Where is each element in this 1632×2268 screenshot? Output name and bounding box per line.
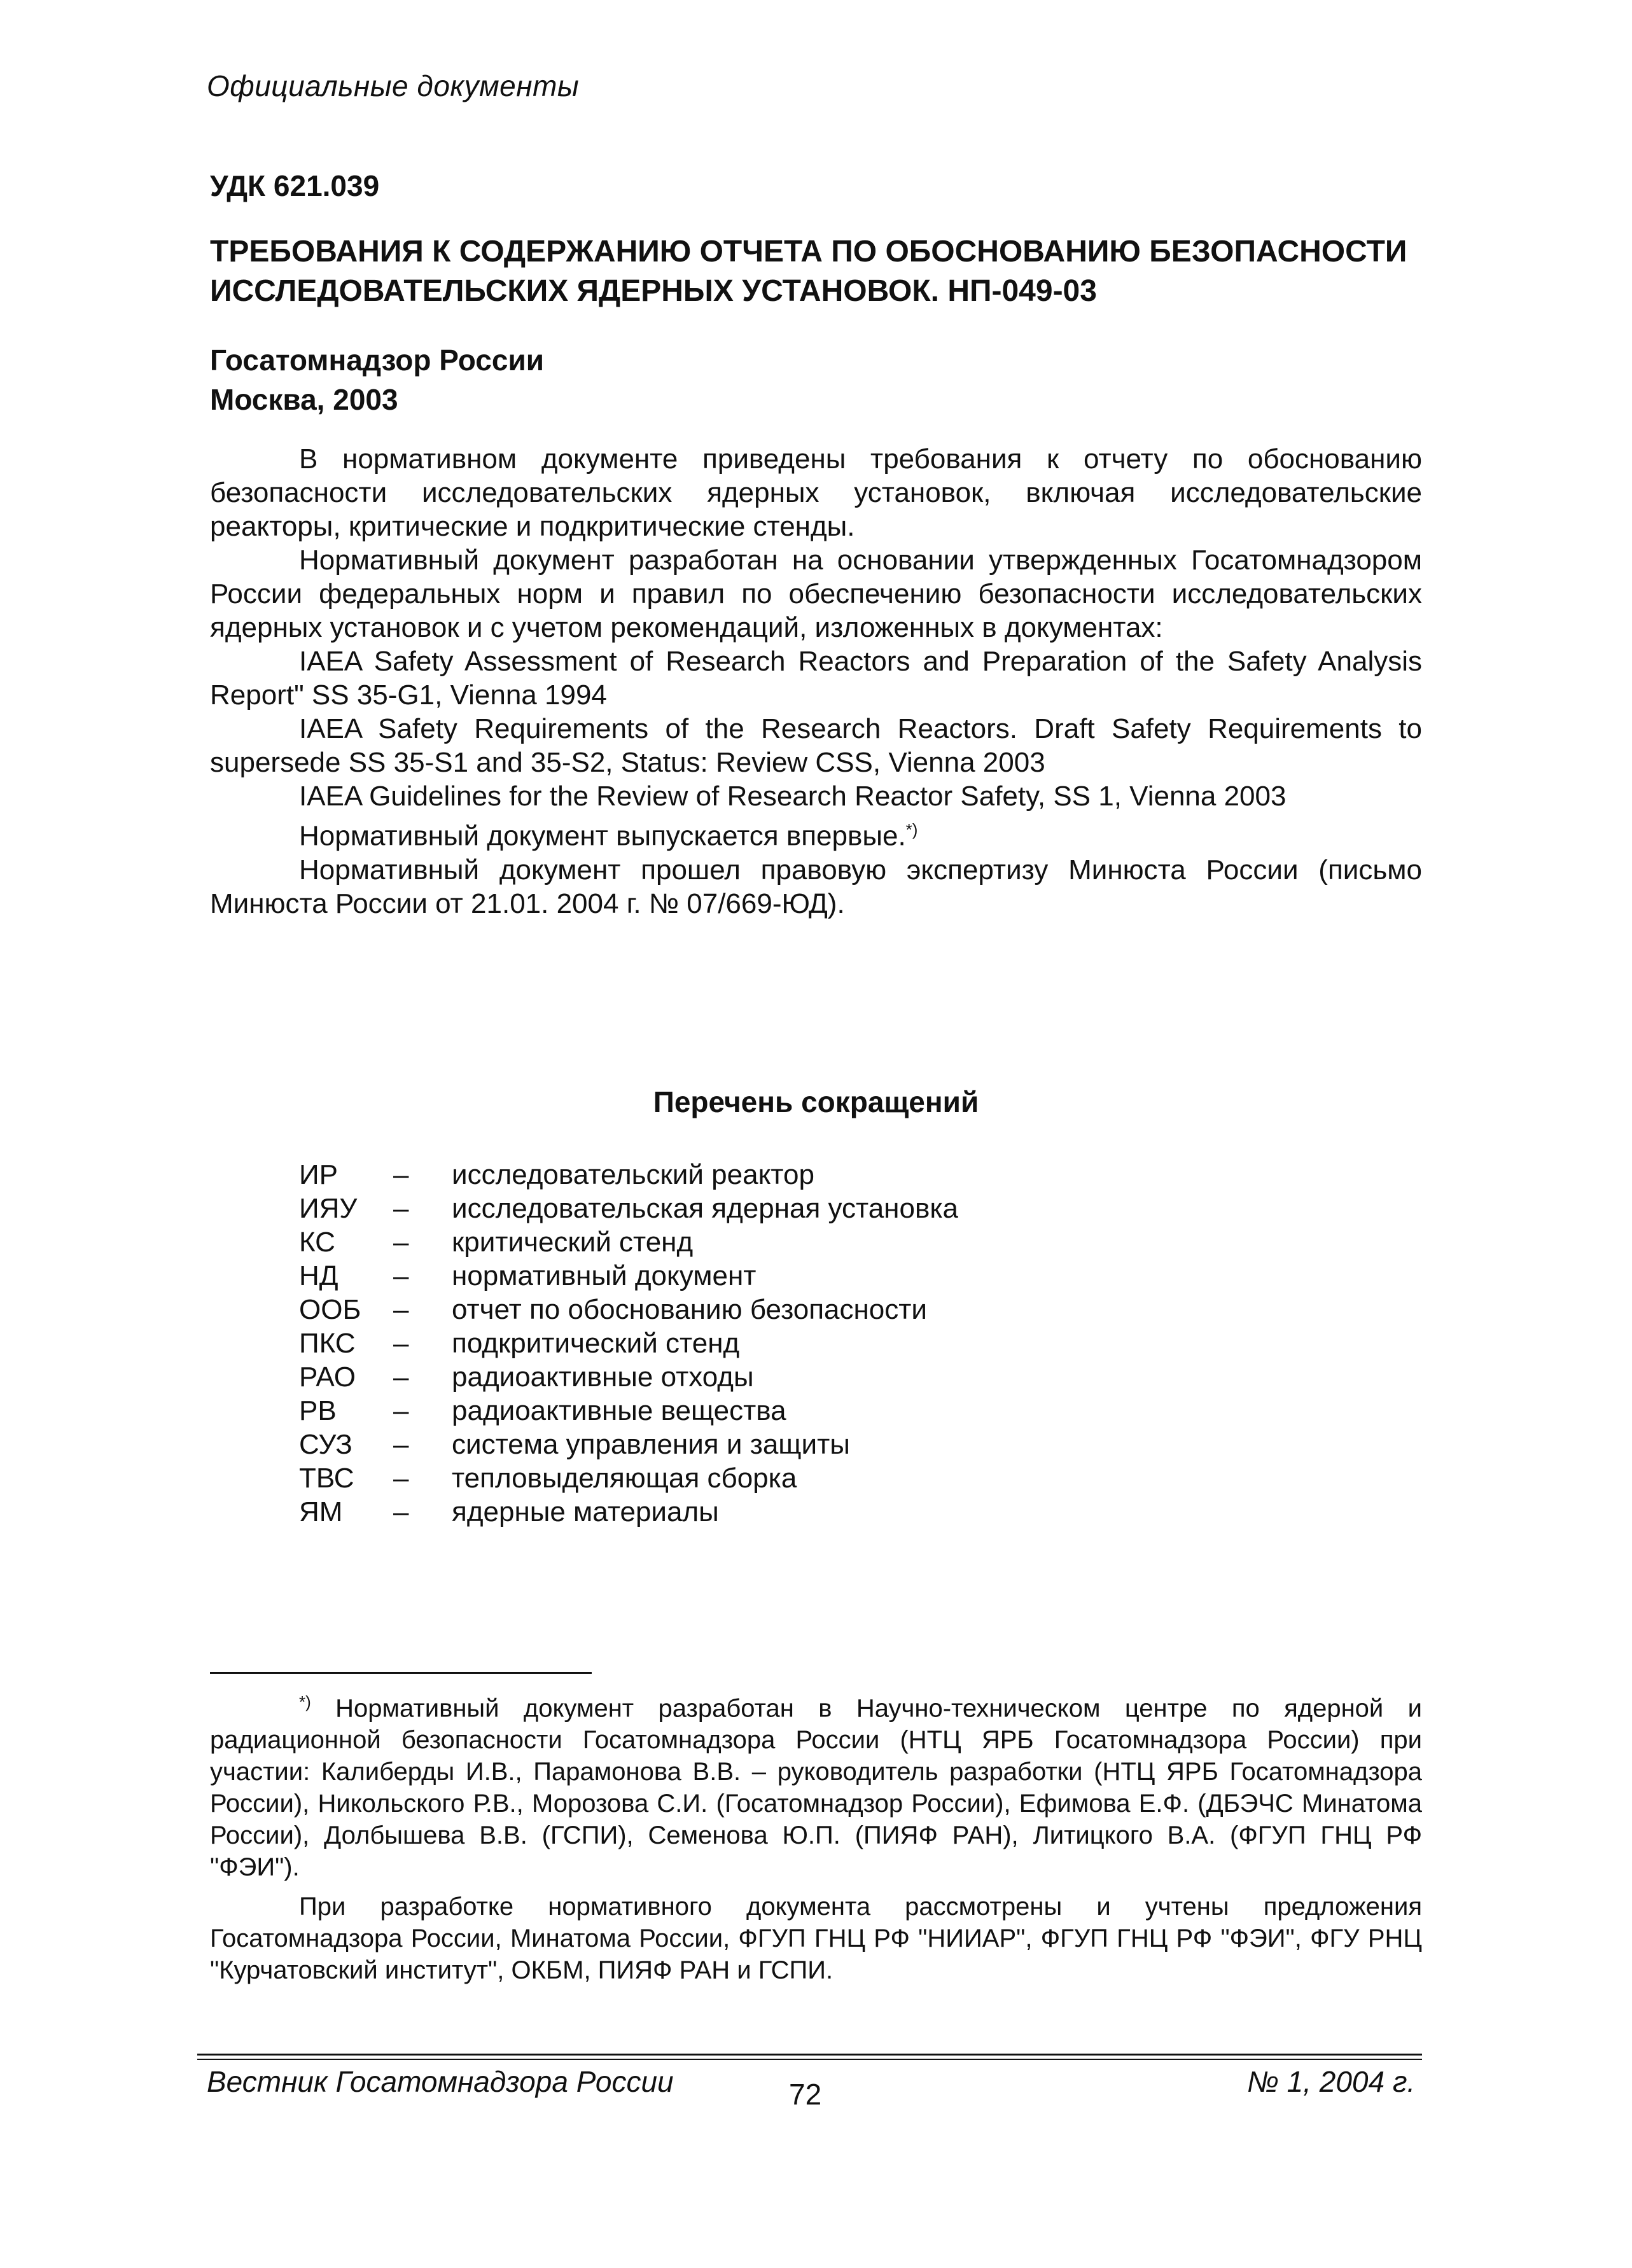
abbreviation-definition: система управления и защиты — [452, 1429, 850, 1460]
abbreviation-row — [299, 1293, 958, 1326]
section-header: Официальные документы — [207, 69, 580, 102]
document-title — [210, 232, 1482, 311]
dash: – — [393, 1227, 409, 1258]
abbreviation-row — [299, 1360, 958, 1394]
abbreviation-row — [299, 1192, 958, 1225]
abbreviation-definition: отчет по обоснованию безопасности — [452, 1294, 928, 1325]
footer-divider — [197, 2059, 1422, 2060]
abbreviation-code: ПКС — [299, 1328, 356, 1359]
reference-item: IAEA Safety Requirements of the Research Reactors. Draft Safety Requirements to supersede SS 35-S1 and 35-S2, Status: Review CSS, Vienna 2003 — [210, 713, 1422, 778]
abbreviation-row — [299, 1428, 958, 1461]
footnote-text: Нормативный документ разработан в Научно-техническом центре по ядерной и радиационной безопасности Госатомнадзора России (НТЦ ЯРБ Госатомнадзора России) при участии: Калиберды И.В., Парамонова В.В. – руководитель разработки (НТЦ ЯРБ Госатомнадзора России), Никольского Р.В., Морозова С.И. (Госатомнадзор России), Ефимова Е.Ф. (ДБЭЧС Минатома России), Долбышева В.В. (ГСПИ), Семенова Ю.П. (ПИЯФ РАН), Литицкого В.А. (ФГУП ГНЦ РФ "ФЭИ"). — [210, 1694, 1422, 1882]
issuer-place-year: Москва, 2003 — [210, 383, 398, 416]
abbreviation-definition: нормативный документ — [452, 1260, 757, 1291]
dash: – — [393, 1496, 409, 1527]
footer-journal-name: Вестник Госатомнадзора России — [207, 2065, 674, 2098]
abbreviation-code: РВ — [299, 1395, 337, 1426]
abbreviation-definition: исследовательская ядерная установка — [452, 1193, 959, 1224]
footnote-marker: *) — [299, 1692, 311, 1711]
dash: – — [393, 1361, 409, 1393]
udk-code: УДК 621.039 — [210, 169, 380, 202]
abbreviation-code: ЯМ — [299, 1496, 343, 1527]
abbreviation-definition: критический стенд — [452, 1227, 694, 1258]
dash: – — [393, 1463, 409, 1494]
paragraph: В нормативном документе приведены требования к отчету по обоснованию безопасности исследовательских ядерных установок, включая исследовательские реакторы, критические и подкритические стенды. — [210, 443, 1422, 542]
footnote-divider — [210, 1672, 592, 1674]
abbreviation-row — [299, 1461, 958, 1495]
footnote — [210, 1686, 1422, 1883]
reference-item: IAEA Guidelines for the Review of Research Reactor Safety, SS 1, Vienna 2003 — [299, 781, 1287, 812]
title-line-1: ТРЕБОВАНИЯ К СОДЕРЖАНИЮ ОТЧЕТА ПО ОБОСНОВАНИЮ БЕЗОПАСНОСТИ — [210, 235, 1407, 268]
abbreviation-row — [299, 1495, 958, 1529]
abbreviation-code: СУЗ — [299, 1429, 352, 1460]
first-issue-text: Нормативный документ выпускается впервые. — [299, 820, 906, 852]
abbreviation-code: КС — [299, 1227, 335, 1258]
paragraph: Нормативный документ прошел правовую экспертизу Минюста России (письмо Минюста России от 21.01. 2004 г. № 07/669-ЮД). — [210, 854, 1422, 919]
dash: – — [393, 1328, 409, 1359]
dash: – — [393, 1294, 409, 1325]
abbreviation-definition: радиоактивные отходы — [452, 1361, 754, 1393]
abbreviation-row — [299, 1394, 958, 1428]
issuer-block — [210, 340, 544, 419]
abbreviations-list — [299, 1158, 958, 1529]
page-number: 72 — [789, 2078, 822, 2111]
footer-divider — [197, 2054, 1422, 2056]
dash: – — [393, 1193, 409, 1224]
abbreviation-definition: подкритический стенд — [452, 1328, 740, 1359]
title-line-2: ИССЛЕДОВАТЕЛЬСКИХ ЯДЕРНЫХ УСТАНОВОК. НП-049-03 — [210, 274, 1097, 308]
dash: – — [393, 1429, 409, 1460]
issuer-org: Госатомнадзор России — [210, 344, 545, 377]
dash: – — [393, 1395, 409, 1426]
abbreviation-row — [299, 1225, 958, 1259]
footnotes — [210, 1686, 1422, 1986]
abbreviations-heading: Перечень сокращений — [653, 1085, 979, 1118]
paragraph — [210, 813, 1422, 853]
reference-item: IAEA Safety Assessment of Research Reactors and Preparation of the Safety Analysis Report" SS 35-G1, Vienna 1994 — [210, 646, 1422, 711]
footer-issue: № 1, 2004 г. — [1247, 2065, 1416, 2098]
dash: – — [393, 1159, 409, 1190]
abbreviation-definition: тепловыделяющая сборка — [452, 1463, 797, 1494]
abbreviation-code: ООБ — [299, 1294, 361, 1325]
abbreviation-definition: ядерные материалы — [452, 1496, 719, 1527]
abbreviation-definition: радиоактивные вещества — [452, 1395, 786, 1426]
abbreviation-code: ТВС — [299, 1463, 354, 1494]
abbreviation-row — [299, 1326, 958, 1360]
abbreviation-code: ИР — [299, 1159, 338, 1190]
footnote-reference: *) — [905, 820, 918, 839]
dash: – — [393, 1260, 409, 1291]
abbreviation-code: РАО — [299, 1361, 356, 1393]
abbreviation-definition: исследовательский реактор — [452, 1159, 814, 1190]
paragraph: Нормативный документ разработан на основании утвержденных Госатомнадзором России федеральных норм и правил по обеспечению безопасности исследовательских ядерных установок и с учетом рекомендаций, изложенных в документах: — [210, 545, 1422, 643]
abbreviation-code: ИЯУ — [299, 1193, 358, 1224]
footnote: При разработке нормативного документа рассмотрены и учтены предложения Госатомнадзора России, Минатома России, ФГУП ГНЦ РФ "НИИАР", ФГУП ГНЦ РФ "ФЭИ", ФГУ РНЦ "Курчатовский институт", ОКБМ, ПИЯФ РАН и ГСПИ. — [210, 1893, 1422, 1985]
abbreviation-row — [299, 1259, 958, 1293]
abbreviation-row — [299, 1158, 958, 1192]
abbreviation-code: НД — [299, 1260, 338, 1291]
preamble-text — [210, 442, 1422, 921]
